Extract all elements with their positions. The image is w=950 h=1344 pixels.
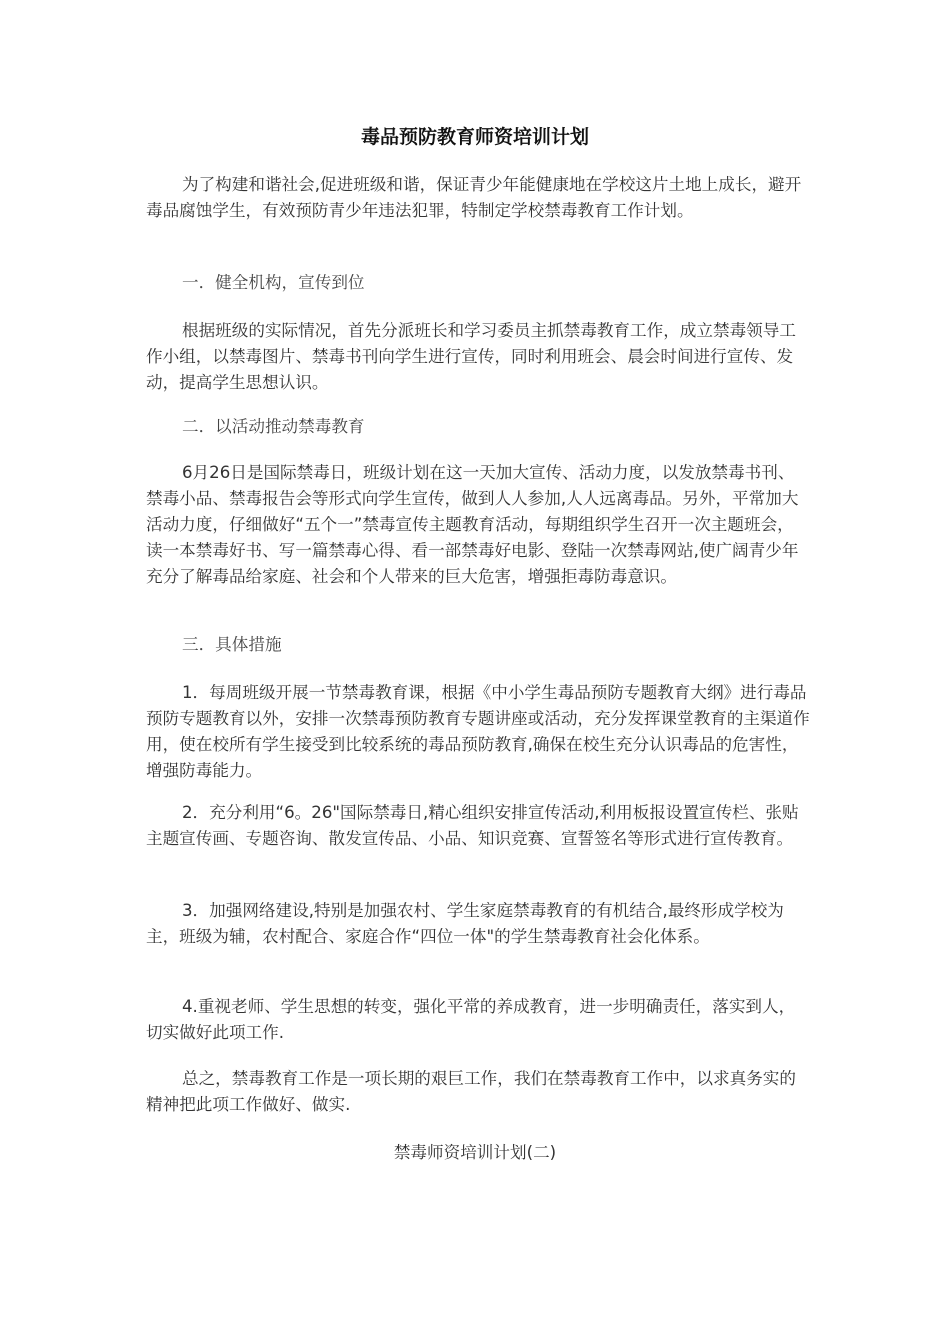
section-3-heading: 三．具体措施 bbox=[182, 635, 282, 654]
section-2-body: 6月26日是国际禁毒日，班级计划在这一天加大宣传、活动力度，以发放禁毒书刊、禁毒小品、禁毒报告会等形式向学生宣传，做到人人参加,人人远离毒品。另外，平常加大活动力度，仔细做好“五个一”禁毒宣传主题教育活动，每期组织学生召开一次主题班会，读一本禁毒好书、写一篇禁毒心得、看一部禁毒好电影、登陆一次禁毒网站,使广阔青少年充分了解毒品给家庭、社会和个人带来的巨大危害，增强拒毒防毒意识。 bbox=[146, 463, 799, 586]
intro-paragraph: 为了构建和谐社会,促进班级和谐，保证青少年能健康地在学校这片土地上成长，避开毒品腐蚀学生，有效预防青少年违法犯罪，特制定学校禁毒教育工作计划。 bbox=[146, 175, 802, 220]
section-2-heading: 二．以活动推动禁毒教育 bbox=[182, 417, 365, 436]
measure-item-3: 3．加强网络建设,特别是加强农村、学生家庭禁毒教育的有机结合,最终形成学校为主，班级为辅，农村配合、家庭合作“四位一体"的学生禁毒教育社会化体系。 bbox=[146, 901, 784, 946]
conclusion-paragraph: 总之，禁毒教育工作是一项长期的艰巨工作，我们在禁毒教育工作中，以求真务实的精神把此项工作做好、做实. bbox=[146, 1069, 796, 1114]
measure-item-1: 1．每周班级开展一节禁毒教育课，根据《中小学生毒品预防专题教育大纲》进行毒品预防专题教育以外，安排一次禁毒预防教育专题讲座或活动，充分发挥课堂教育的主渠道作用，使在校所有学生接受到比较系统的毒品预防教育,确保在校生充分认识毒品的危害性，增强防毒能力。 bbox=[146, 683, 810, 780]
measure-item-2: 2．充分利用“6。26"国际禁毒日,精心组织安排宣传活动,利用板报设置宣传栏、张贴主题宣传画、专题咨询、散发宣传品、小品、知识竞赛、宣誓签名等形式进行宣传教育。 bbox=[146, 803, 799, 848]
measure-item-4: 4.重视老师、学生思想的转变，强化平常的养成教育，进一步明确责任，落实到人，切实做好此项工作. bbox=[146, 997, 796, 1042]
section-1-body: 根据班级的实际情况，首先分派班长和学习委员主抓禁毒教育工作，成立禁毒领导工作小组，以禁毒图片、禁毒书刊向学生进行宣传，同时利用班会、晨会时间进行宣传、发动，提高学生思想认识。 bbox=[146, 321, 796, 392]
next-section-title: 禁毒师资培训计划(二) bbox=[393, 1143, 557, 1162]
document-title: 毒品预防教育师资培训计划 bbox=[360, 126, 589, 148]
section-1-heading: 一．健全机构，宣传到位 bbox=[182, 273, 365, 292]
